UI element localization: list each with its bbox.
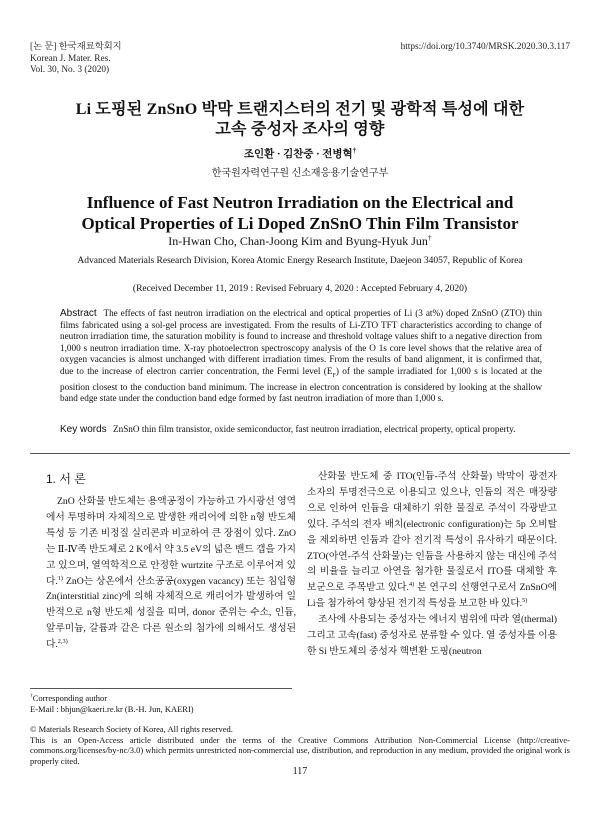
- paragraph: 조사에 사용되는 중성자는 에너지 범위에 따라 열(thermal) 그리고 고속(fast) 중성자로 분류할 수 있다. 열 중성자를 이용한 Si 반도체의 중성자 핵변환 도핑(neutron: [307, 614, 557, 657]
- english-title-line2: Optical Properties of Li Doped ZnSnO Thin Film Transistor: [81, 214, 519, 233]
- journal-name-en: Korean J. Mater. Res.: [30, 53, 111, 64]
- korean-title-line2: 고속 중성자 조사의 영향: [215, 121, 385, 138]
- footnote-divider: [30, 688, 292, 689]
- korean-affiliation: 한국원자력연구원 신소재응용기술연구부: [211, 168, 389, 179]
- citation-ref[interactable]: 1): [57, 574, 64, 582]
- body-column-left: [46, 494, 296, 653]
- abstract-label: Abstract: [60, 308, 97, 319]
- korean-authors: [0, 146, 600, 161]
- abstract-subscript: F: [332, 372, 336, 379]
- footnote-mark: †: [30, 693, 33, 700]
- paragraph: [46, 494, 296, 653]
- abstract-text: The effects of fast neutron irradiation on the electrical and optical properties of Li (3 at%) doped ZnSnO (ZTO) thin films fabricated using a sol-gel process are investigated. From the results of Li-ZTO TFT characteristics according to change of neutron irradiation time, the saturation mobility is found to increase and threshold voltage values shift to a negative direction from 1,000 s neutron irradiation time. X-ray photoelectron spectroscopy analysis of the O 1s core level shows that the relative area of oxygen vacancies is almost unchanged with different irradiation times. From the results of band alignment, it is confirmed that, due to the increase of electron carrier concentration, the Fermi level (E: [60, 308, 542, 376]
- corresponding-mark: †: [427, 233, 432, 242]
- paragraph-text: ZnO는 상온에서 산소공공(oxygen vacancy) 또는 침입형 Zn(interstitial zinc)에 의해 자체적으로 캐리어가 발생하여 일반적으로 n형 반도체 성질을 띠며, donor 준위는 수소, 인듐, 알루미늄, 갈륨과 같은 다른 원소의 첨가에 의해서도 생성된다.: [46, 575, 296, 651]
- section-divider: [30, 453, 570, 454]
- journal-volume: Vol. 30, No. 3 (2020): [30, 65, 110, 75]
- english-title: [0, 192, 600, 234]
- copyright-notice: [30, 724, 570, 766]
- citation-ref[interactable]: 2,3): [57, 637, 68, 645]
- keywords-text: ZnSnO thin film transistor, oxide semiconductor, fast neutron irradiation, electrical property, optical property.: [112, 424, 516, 434]
- license-text: This is an Open-Access article distributed under the terms of the Creative Commons Attribution Non-Commercial License (http://creative-commons.org/licenses/by-nc/3.0) which permits unrestricted non-commercial use, distribution, and reproduction in any medium, provided the original work is properly cited.: [30, 734, 570, 766]
- doi-link[interactable]: https://doi.org/10.3740/MRSK.2020.30.3.117: [400, 42, 570, 52]
- citation-ref[interactable]: 5): [522, 597, 528, 605]
- abstract: [60, 308, 542, 405]
- citation-ref[interactable]: 4): [408, 581, 415, 589]
- korean-title: [0, 100, 600, 140]
- abstract-text-cont: ) of the sample irradiated for 1,000 s is located at the position closest to the conduction band minimum. The increase in electron concentration is considered by looking at the shallow band edge state under the conduction band edge formed by fast neutron irradiation of more than 1,000 s.: [60, 365, 542, 404]
- footnote-corresponding: Corresponding author: [32, 693, 108, 703]
- keywords: [60, 424, 542, 436]
- footnote-email[interactable]: E-Mail : bhjun@kaeri.re.kr (B.-H. Jun, KAERI): [30, 703, 194, 714]
- english-title-line1: Influence of Fast Neutron Irradiation on the Electrical and: [86, 193, 514, 212]
- korean-authors-names: 조인환 · 김찬중 · 전병혁: [243, 149, 353, 160]
- body-column-right: [307, 469, 557, 660]
- keywords-label: Key words: [60, 424, 107, 435]
- journal-name-kr: [논 문] 한국재료학회지: [30, 42, 122, 52]
- paragraph-text: ZnO 산화물 반도체는 용액공정이 가능하고 가시광선 영역에서 투명하며 자체적으로 발생한 캐리어에 의한 n형 반도체 특성 등 기존 비정질 실리콘과 비교하여 큰 장점이 있다. ZnO는 Ⅱ-Ⅳ족 반도체로 2 K에서 약 3.5 eV의 넓은 밴드 갭을 가지고 있으며, 열역학적으로 안정한 wurtzite 구조로 이루어져 있다.: [46, 496, 296, 587]
- footnote: [30, 693, 290, 714]
- copyright-line: © Materials Research Society of Korea, All rights reserved.: [30, 724, 233, 734]
- english-authors: [0, 234, 600, 249]
- paragraph: [307, 469, 557, 612]
- journal-info: [30, 42, 122, 77]
- corresponding-mark: †: [352, 147, 357, 155]
- received-dates: (Received December 11, 2019 : Revised February 4, 2020 : Accepted February 4, 2020): [132, 284, 468, 294]
- paragraph-text: 산화물 반도체 중 ITO(인듐-주석 산화물) 박막이 광전자 소자의 투명전극으로 이용되고 있으나, 인듐의 적은 매장량으로 인하여 인듐을 대체하기 위한 물질로 주석이 각광받고 있다. 주석의 전자 배치(electronic configuration)는 5p 오비탈을 제외하면 인듐과 같아 전기적 특성이 유사하기 때문이다. ZTO(아연-주석 산화물)는 인듐을 사용하지 않는 대신에 주석의 비율을 늘리고 아연을 첨가한 물질로서 ITO를 대체할 후보군으로 주목받고 있다.: [307, 471, 557, 594]
- korean-title-line1: Li 도핑된 ZnSnO 박막 트랜지스터의 전기 및 광학적 특성에 대한: [75, 101, 525, 118]
- paragraph-text: 본 연구의 선행연구로서 ZnSnO에 Li을 첨가하여 향상된 전기적 특성을 보고한 바 있다.: [307, 582, 557, 610]
- page-number: 117: [292, 766, 308, 777]
- english-affiliation: Advanced Materials Research Division, Korea Atomic Energy Research Institute, Daejeon 34057, Republic of Korea: [77, 256, 523, 266]
- section-heading-introduction: 1. 서 론: [46, 472, 86, 486]
- english-authors-names: In-Hwan Cho, Chan-Joong Kim and Byung-Hyuk Jun: [168, 234, 428, 248]
